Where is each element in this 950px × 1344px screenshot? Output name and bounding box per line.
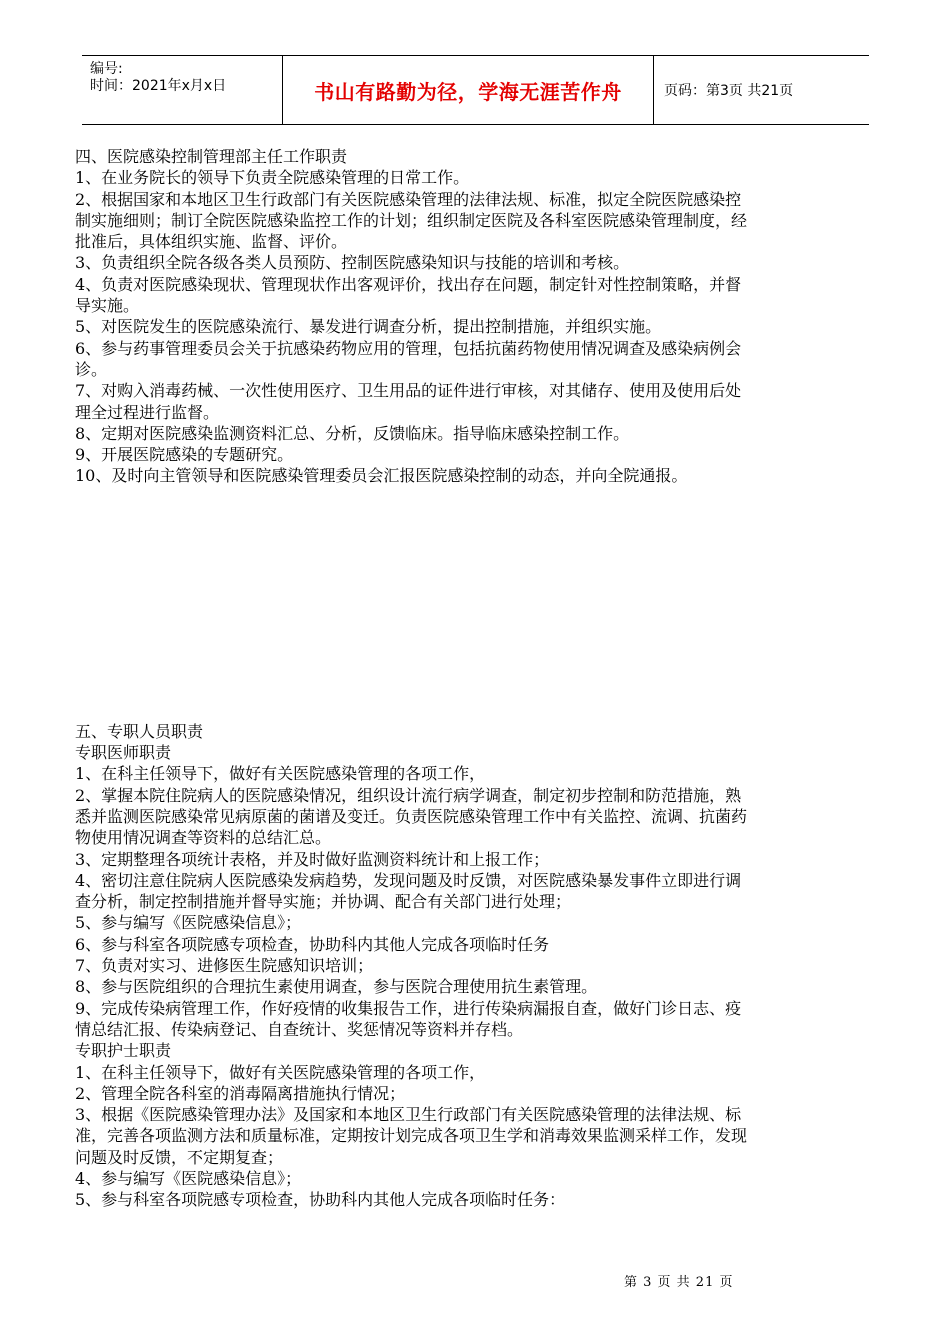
text-line: 四、医院感染控制管理部主任工作职责 xyxy=(75,147,348,166)
text-line: 10、及时向主管领导和医院感染管理委员会汇报医院感染控制的动态，并向全院通报。 xyxy=(75,466,688,486)
text-line: 3、根据《医院感染管理办法》及国家和本地区卫生行政部门有关医院感染管理的法律法规、标 xyxy=(75,1105,742,1125)
document-header xyxy=(82,55,869,125)
text-line: 7、负责对实习、进修医生院感知识培训； xyxy=(75,956,374,976)
text-line: 3、定期整理各项统计表格，并及时做好监测资料统计和上报工作； xyxy=(75,849,550,869)
text-line: 6、参与科室各项院感专项检查，协助科内其他人完成各项临时任务 xyxy=(75,934,550,954)
text-line: 物使用情况调查等资料的总结汇总。 xyxy=(75,828,332,848)
text-line: 2、掌握本院住院病人的医院感染情况，组织设计流行病学调查，制定初步控制和防范措施，熟 xyxy=(75,785,742,805)
text-line: 6、参与药事管理委员会关于抗感染药物应用的管理，包括抗菌药物使用情况调查及感染病例会 xyxy=(75,338,742,358)
text-line: 9、开展医院感染的专题研究。 xyxy=(75,445,294,465)
text-line: 4、负责对医院感染现状、管理现状作出客观评价，找出存在问题，制定针对性控制策略，并督 xyxy=(75,274,742,294)
page-footer: 第 3 页 共 21 页 xyxy=(624,1275,734,1290)
header-motto: 书山有路勤为径，学海无涯苦作舟 xyxy=(282,56,654,124)
section-4-director-duties xyxy=(75,146,877,487)
text-line: 5、参与科室各项院感专项检查，协助科内其他人完成各项临时任务： xyxy=(75,1190,566,1210)
header-meta xyxy=(82,56,282,124)
text-line: 导实施。 xyxy=(75,296,140,316)
document-time-label: 时间：2021年x月x日 xyxy=(90,78,227,94)
text-line: 8、定期对医院感染监测资料汇总、分析，反馈临床。指导临床感染控制工作。 xyxy=(75,423,630,443)
text-line: 2、管理全院各科室的消毒隔离措施执行情况； xyxy=(75,1083,406,1103)
text-line: 7、对购入消毒药械、一次性使用医疗、卫生用品的证件进行审核，对其储存、使用及使用后处 xyxy=(75,381,742,401)
header-page-info: 页码：第3页 共21页 xyxy=(664,83,794,99)
text-line: 2、根据国家和本地区卫生行政部门有关医院感染管理的法律法规、标准，拟定全院医院感染控 xyxy=(75,189,742,209)
section-5-staff-duties xyxy=(75,721,877,1211)
document-number-label: 编号: xyxy=(90,61,123,77)
text-line: 1、在科主任领导下，做好有关医院感染管理的各项工作， xyxy=(75,764,486,784)
text-line: 悉并监测医院感染常见病原菌的菌谱及变迁。负责医院感染管理工作中有关监控、流调、抗菌药 xyxy=(75,806,748,826)
text-line: 4、密切注意住院病人医院感染发病趋势，发现问题及时反馈，对医院感染暴发事件立即进行调 xyxy=(75,870,742,890)
text-line: 查分析，制定控制措施并督导实施；并协调、配合有关部门进行处理； xyxy=(75,892,572,912)
text-line: 专职医师职责 xyxy=(75,743,172,763)
text-line: 1、在科主任领导下，做好有关医院感染管理的各项工作， xyxy=(75,1062,486,1082)
text-line: 8、参与医院组织的合理抗生素使用调查，参与医院合理使用抗生素管理。 xyxy=(75,977,598,997)
text-line: 专职护士职责 xyxy=(75,1041,172,1061)
text-line: 诊。 xyxy=(75,359,108,379)
text-line: 情总结汇报、传染病登记、自查统计、奖惩情况等资料并存档。 xyxy=(75,1019,524,1039)
text-line: 4、参与编写《医院感染信息》； xyxy=(75,1168,302,1188)
text-line: 批准后，具体组织实施、监督、评价。 xyxy=(75,232,348,252)
text-line: 准，完善各项监测方法和质量标准，定期按计划完成各项卫生学和消毒效果监测采样工作，发现 xyxy=(75,1126,748,1146)
text-line: 3、负责组织全院各级各类人员预防、控制医院感染知识与技能的培训和考核。 xyxy=(75,253,630,273)
text-line: 制实施细则；制订全院医院感染监控工作的计划；组织制定医院及各科室医院感染管理制度，经 xyxy=(75,210,748,230)
text-line: 5、对医院发生的医院感染流行、暴发进行调查分析，提出控制措施，并组织实施。 xyxy=(75,317,662,337)
blank-gap xyxy=(75,487,877,721)
text-line: 1、在业务院长的领导下负责全院感染管理的日常工作。 xyxy=(75,168,470,188)
text-line: 5、参与编写《医院感染信息》； xyxy=(75,913,302,933)
text-line: 问题及时反馈，不定期复查； xyxy=(75,1147,284,1167)
text-line: 9、完成传染病管理工作，作好疫情的收集报告工作，进行传染病漏报自查，做好门诊日志、疫 xyxy=(75,998,742,1018)
text-line: 理全过程进行监督。 xyxy=(75,402,220,422)
text-line: 五、专职人员职责 xyxy=(75,721,204,741)
document-body xyxy=(75,146,877,1211)
